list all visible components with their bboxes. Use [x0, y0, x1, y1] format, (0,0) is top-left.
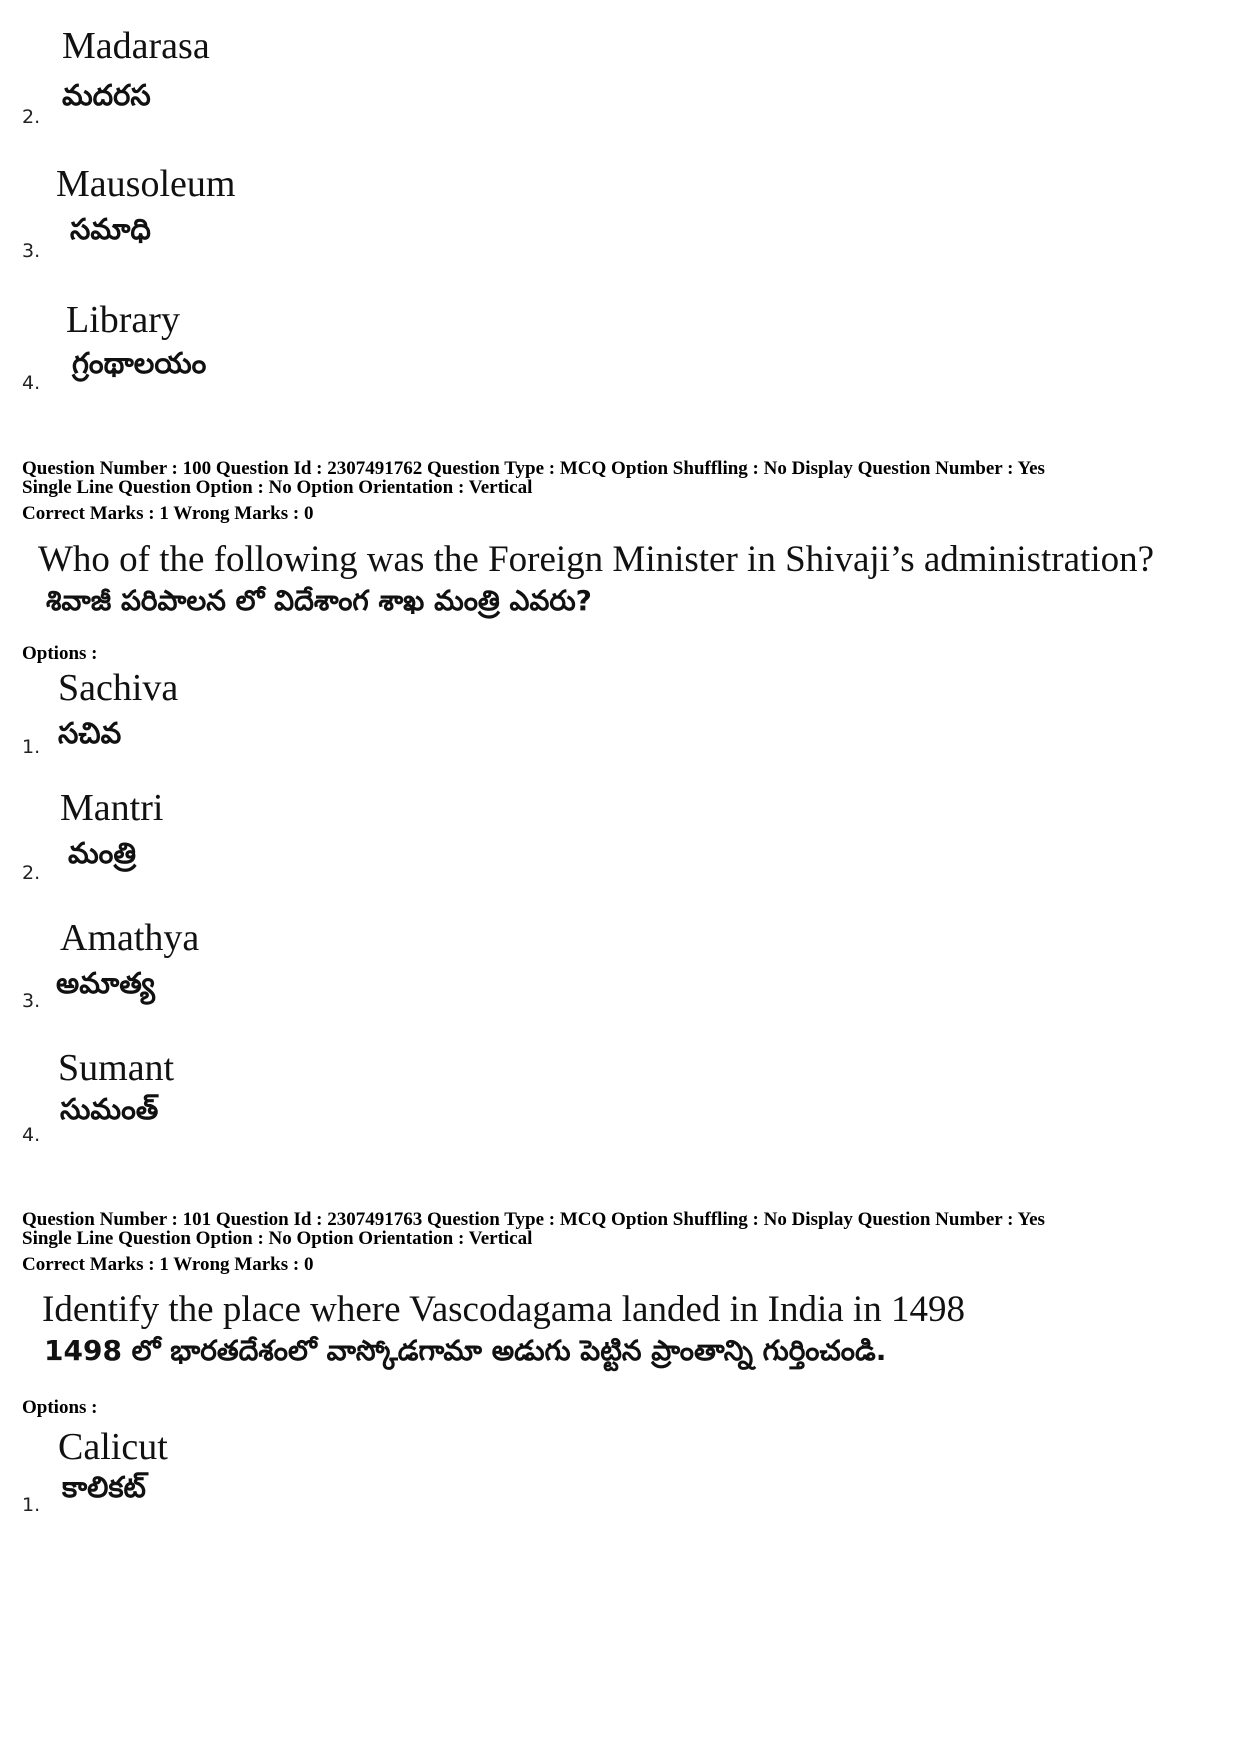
q100-option-1-english: Sachiva [58, 667, 179, 709]
q101-option-1-english: Calicut [58, 1426, 168, 1468]
q100-option-4-number: 4. [22, 1124, 41, 1146]
q100-option-4-english: Sumant [58, 1047, 175, 1089]
q100-option-1-telugu: సచివ [58, 716, 122, 750]
q100-option-2-number: 2. [22, 862, 41, 884]
q100-question-english: Who of the following was the Foreign Minister in Shivaji’s administration? [38, 539, 1155, 580]
prev-option-3-english: Mausoleum [56, 163, 236, 205]
q101-options-label: Options : [22, 1397, 98, 1418]
prev-option-2-english: Madarasa [62, 25, 210, 67]
q101-question-telugu: 1498 లో భారతదేశంలో వాస్కోడగామా అడుగు పెట్టిన ప్రాంతాన్ని గుర్తించండి. [44, 1334, 887, 1367]
q100-option-3-number: 3. [22, 990, 41, 1012]
q101-option-1-telugu: కాలికట్ [62, 1470, 146, 1504]
prev-option-3-number: 3. [22, 240, 41, 262]
prev-option-2-telugu: మదరస [62, 78, 151, 112]
q100-option-4-telugu: సుమంత్ [60, 1092, 159, 1126]
prev-option-4-telugu: గ్రంథాలయం [72, 346, 207, 380]
q100-option-3-english: Amathya [60, 917, 200, 959]
prev-option-3-telugu: సమాధి [70, 212, 151, 246]
q101-marks: Correct Marks : 1 Wrong Marks : 0 [22, 1254, 314, 1275]
q100-marks: Correct Marks : 1 Wrong Marks : 0 [22, 503, 314, 524]
q100-meta-line1: Question Number : 100 Question Id : 2307491762 Question Type : MCQ Option Shuffling : No Display Question Number : Yes [22, 458, 1045, 479]
q101-meta-line1: Question Number : 101 Question Id : 2307491763 Question Type : MCQ Option Shuffling : No Display Question Number : Yes [22, 1209, 1045, 1230]
q101-question-english: Identify the place where Vascodagama landed in India in 1498 [42, 1289, 965, 1330]
q100-options-label: Options : [22, 643, 98, 664]
q100-option-2-telugu: మంత్రి [68, 836, 137, 870]
prev-option-2-number: 2. [22, 106, 41, 128]
q100-meta-line2: Single Line Question Option : No Option Orientation : Vertical [22, 477, 533, 498]
q101-option-1-number: 1. [22, 1494, 41, 1516]
q101-meta-line2: Single Line Question Option : No Option Orientation : Vertical [22, 1228, 533, 1249]
q100-question-telugu: శివాజీ పరిపాలన లో విదేశాంగ శాఖ మంత్రి ఎవరు? [46, 584, 592, 617]
prev-option-4-number: 4. [22, 372, 41, 394]
q100-option-3-telugu: అమాత్య [56, 966, 155, 1000]
q100-option-1-number: 1. [22, 736, 41, 758]
prev-option-4-english: Library [66, 299, 180, 341]
q100-option-2-english: Mantri [60, 787, 164, 829]
